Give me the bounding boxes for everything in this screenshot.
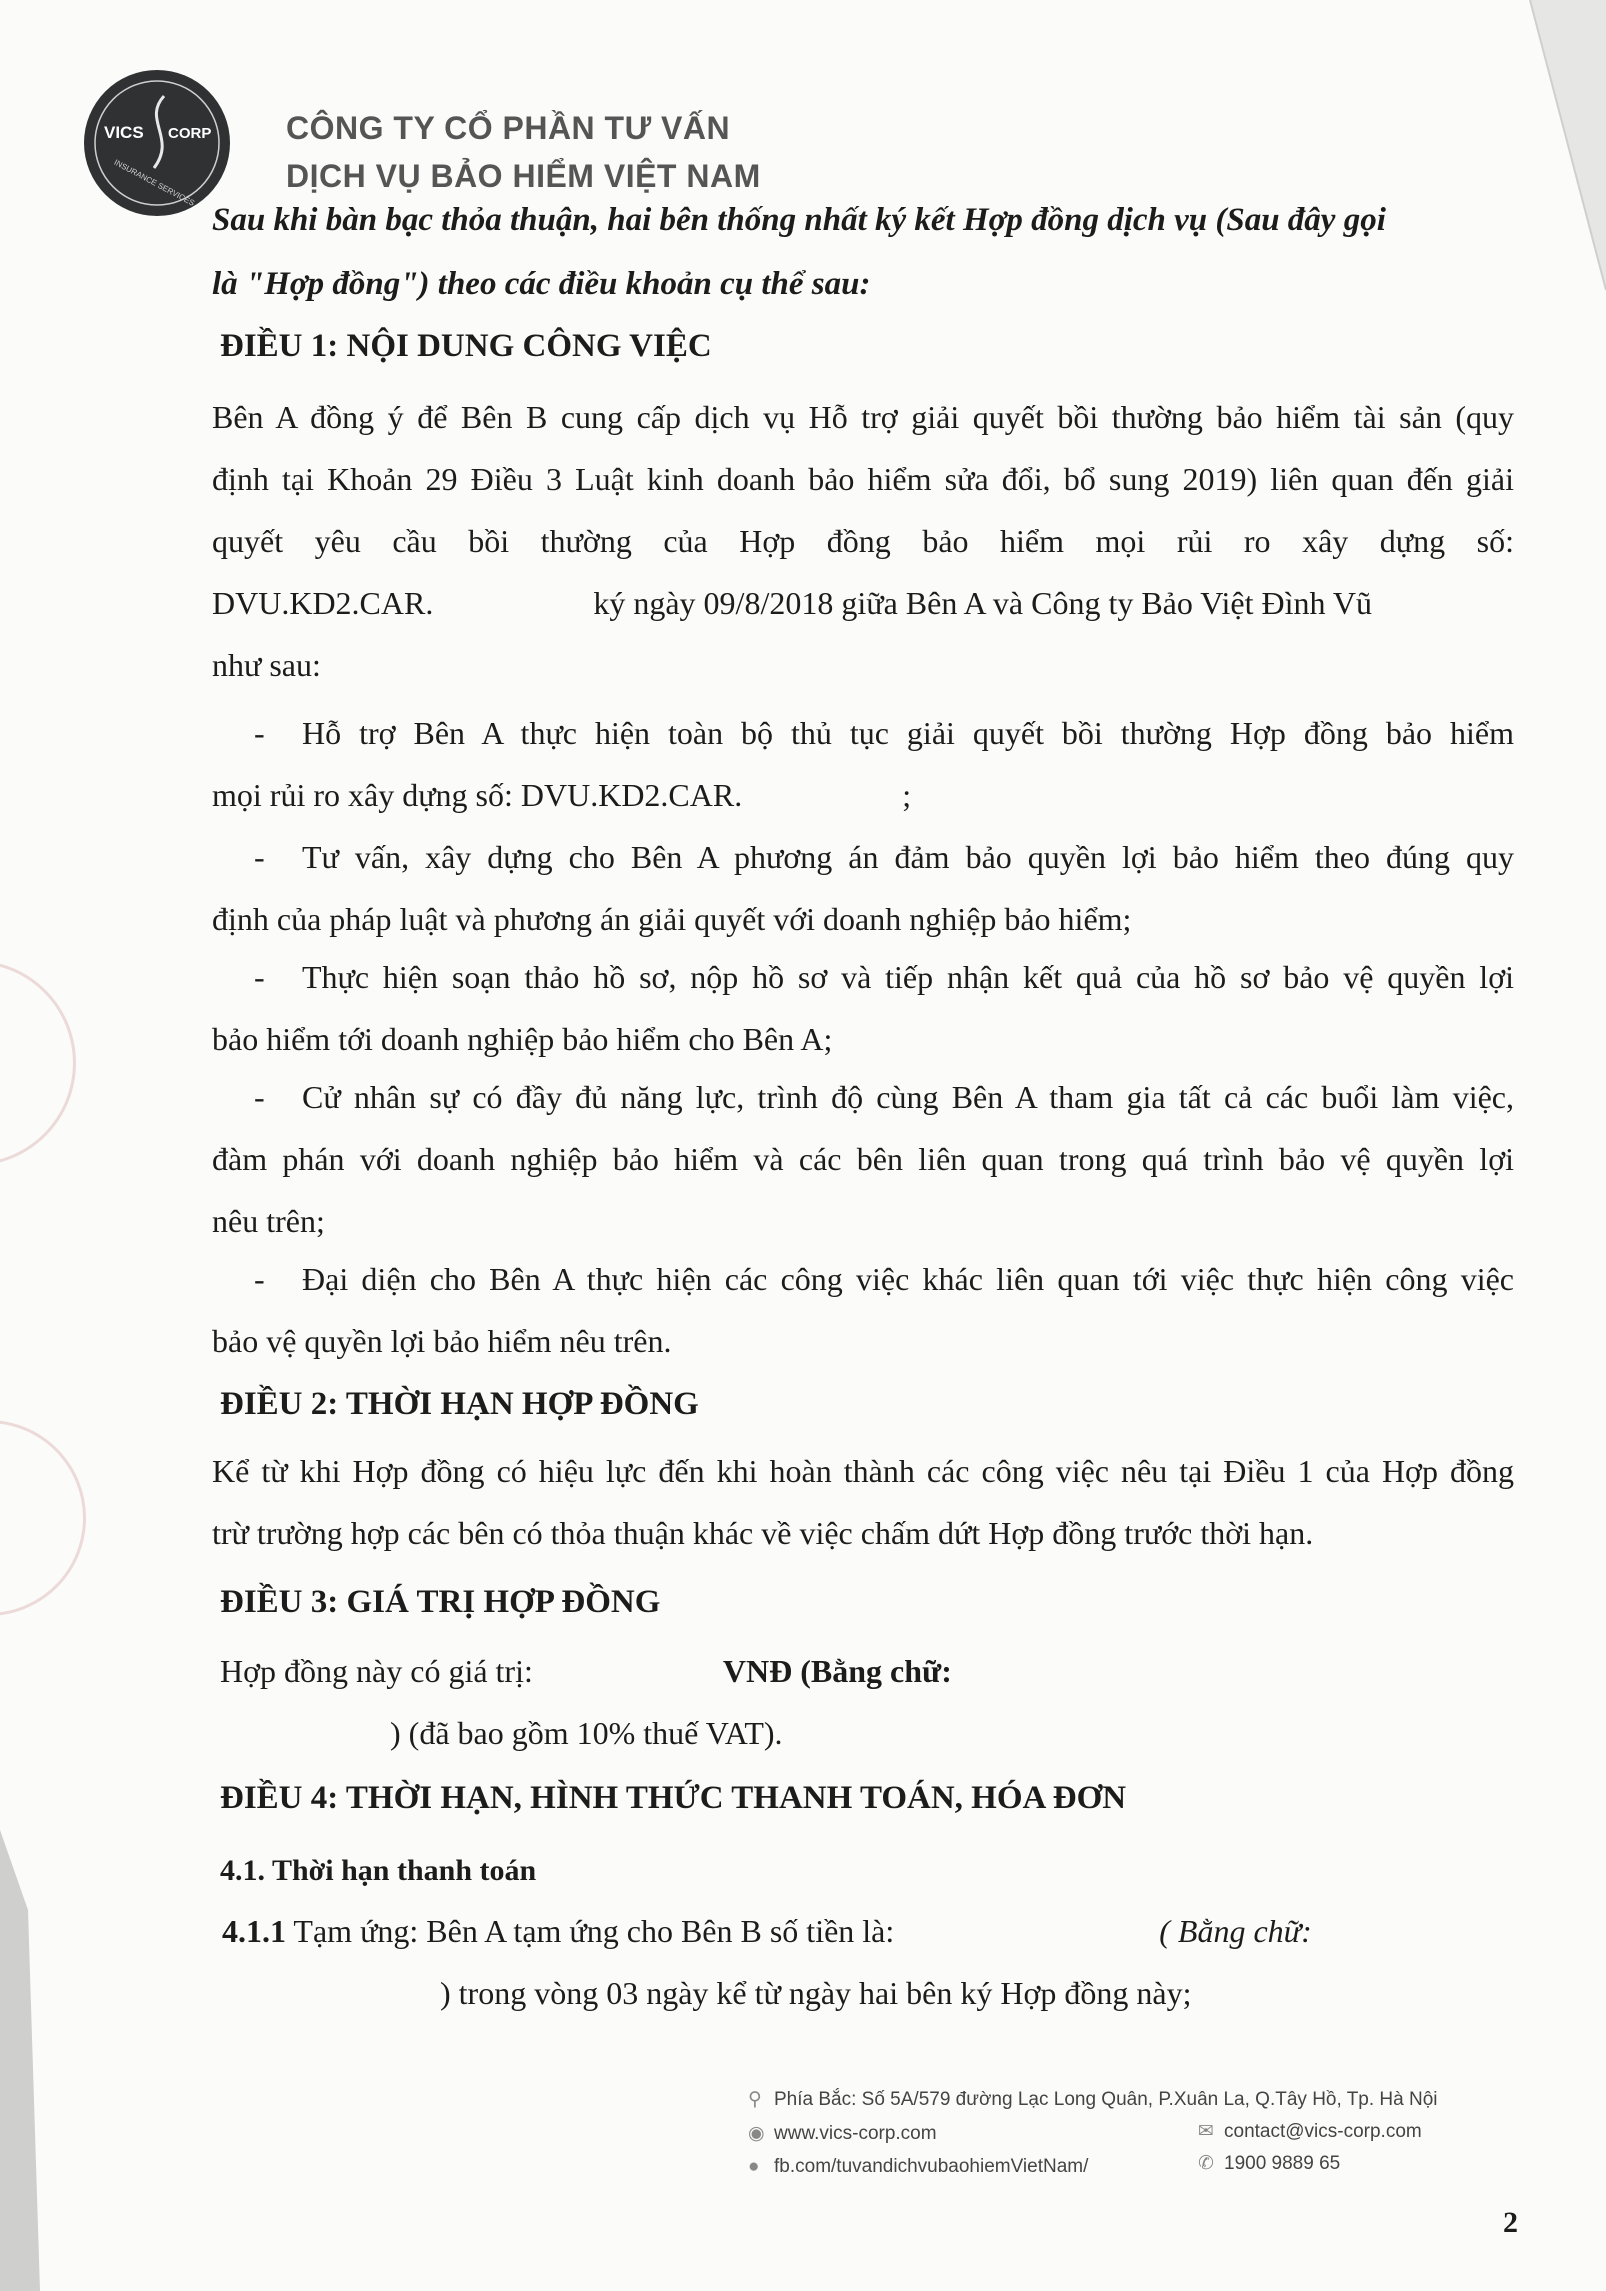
bullet-item-1 [212, 702, 1514, 826]
facebook-icon: ● [748, 2156, 760, 2177]
bullet-item-5 [212, 1248, 1514, 1372]
dieu2-heading: ĐIỀU 2: THỜI HẠN HỢP ĐỒNG [220, 1386, 699, 1422]
logo-subtext: INSURANCE SERVICES [112, 157, 196, 208]
footer-facebook-text[interactable]: fb.com/tuvandichvubaohiemVietNam/ [774, 2156, 1089, 2177]
location-pin-icon: ⚲ [748, 2089, 762, 2110]
stamp-mark-bottom [0, 1420, 86, 1616]
company-name-line2: DỊCH VỤ BẢO HIỂM VIỆT NAM [286, 158, 761, 194]
dieu3-line-1 [220, 1640, 1522, 1702]
currency-label: VNĐ (Bằng chữ: [722, 1653, 952, 1689]
contract-value-label: Hợp đồng này có giá trị: [220, 1653, 533, 1689]
bullet-2-line-2: định của pháp luật và phương án giải quyết với doanh nghiệp bảo hiểm; [212, 901, 1132, 937]
bullet-5-line-1: Đại diện cho Bên A thực hiện các công việc khác liên quan tới việc thực hiện công việc [302, 1261, 1514, 1297]
bullet-1-semicolon: ; [902, 777, 912, 813]
footer-phone[interactable] [1198, 2152, 1340, 2175]
stamp-mark-top [0, 960, 76, 1166]
footer-email[interactable] [1198, 2120, 1422, 2143]
bullet-1-line-2: mọi rủi ro xây dựng số: DVU.KD2.CAR. [212, 777, 743, 813]
bullet-dash: - [254, 715, 265, 751]
footer-address [748, 2088, 1438, 2111]
advance-payment-text: Tạm ứng: Bên A tạm ứng cho Bên B số tiền là: [293, 1913, 895, 1949]
dieu1-line-5: như sau: [212, 647, 321, 683]
intro-line-1: Sau khi bàn bạc thỏa thuận, hai bên thống nhất ký kết Hợp đồng dịch vụ (Sau đây gọi [212, 202, 1386, 238]
footer-phone-text[interactable]: 1900 9889 65 [1224, 2153, 1341, 2174]
signing-date-text: ký ngày 09/8/2018 giữa Bên A và Công ty Bảo Việt Đình Vũ [593, 585, 1372, 621]
logo-text-vics: VICS [104, 123, 144, 142]
footer-website[interactable] [748, 2122, 937, 2145]
bullet-item-4 [212, 1066, 1514, 1252]
dieu2-paragraph [212, 1440, 1514, 1564]
dieu1-paragraph [212, 386, 1514, 696]
page-number: 2 [1503, 2206, 1518, 2239]
bullet-dash: - [254, 839, 265, 875]
bullet-4-line-2: đàm phán với doanh nghiệp bảo hiểm và các bên liên quan trong quá trình bảo vệ quyền lợi [212, 1141, 1514, 1177]
bullet-dash: - [254, 959, 265, 995]
bullet-4-line-1: Cử nhân sự có đầy đủ năng lực, trình độ cùng Bên A tham gia tất cả các buổi làm việc, [302, 1079, 1514, 1115]
scan-edge-shadow [0, 1830, 60, 2291]
bullet-3-line-2: bảo hiểm tới doanh nghiệp bảo hiểm cho Bên A; [212, 1021, 833, 1057]
footer-facebook[interactable] [748, 2156, 1088, 2178]
clause-number: 4.1.1 [222, 1913, 286, 1949]
globe-icon: ◉ [748, 2123, 765, 2144]
dieu1-line-4 [212, 572, 1514, 634]
dieu3-line-2: ) (đã bao gồm 10% thuế VAT). [390, 1715, 783, 1751]
bullet-5-line-2: bảo vệ quyền lợi bảo hiểm nêu trên. [212, 1323, 672, 1359]
dieu4-line-1 [222, 1900, 1522, 1962]
vics-corp-logo [82, 68, 232, 218]
dieu3-heading: ĐIỀU 3: GIÁ TRỊ HỢP ĐỒNG [220, 1584, 661, 1620]
company-name [286, 104, 761, 200]
mail-icon: ✉ [1198, 2121, 1214, 2142]
phone-icon: ✆ [1198, 2153, 1214, 2174]
dieu2-line-2: trừ trường hợp các bên có thỏa thuận khác về việc chấm dứt Hợp đồng trước thời hạn. [212, 1515, 1314, 1551]
footer-email-text[interactable]: contact@vics-corp.com [1224, 2121, 1422, 2142]
bullet-1-line-1: Hỗ trợ Bên A thực hiện toàn bộ thủ tục giải quyết bồi thường Hợp đồng bảo hiểm [302, 715, 1514, 751]
bullet-3-line-1: Thực hiện soạn thảo hồ sơ, nộp hồ sơ và tiếp nhận kết quả của hồ sơ bảo vệ quyền lợi [302, 959, 1514, 995]
intro-line-2: là "Hợp đồng") theo các điều khoản cụ thể sau: [212, 266, 871, 302]
dieu2-line-1: Kể từ khi Hợp đồng có hiệu lực đến khi hoàn thành các công việc nêu tại Điều 1 của Hợp đồng [212, 1453, 1514, 1489]
footer-address-text: Phía Bắc: Số 5A/579 đường Lạc Long Quân, P.Xuân La, Q.Tây Hồ, Tp. Hà Nội [774, 2089, 1438, 2110]
bullet-dash: - [254, 1261, 265, 1297]
dieu3-paragraph [220, 1640, 1522, 1764]
intro-paragraph [212, 188, 1522, 316]
in-words-label: ( Bằng chữ: [1159, 1913, 1312, 1949]
dieu1-line-2: định tại Khoản 29 Điều 3 Luật kinh doanh bảo hiểm sửa đổi, bổ sung 2019) liên quan đến giải [212, 461, 1514, 497]
bullet-item-3 [212, 946, 1514, 1070]
policy-number: DVU.KD2.CAR. [212, 585, 434, 621]
footer-website-text[interactable]: www.vics-corp.com [774, 2123, 937, 2144]
company-name-line1: CÔNG TY CỔ PHẦN TƯ VẤN [286, 110, 731, 146]
bullet-item-2 [212, 826, 1514, 950]
dieu4-paragraph [222, 1900, 1522, 2024]
dieu4-subheading: 4.1. Thời hạn thanh toán [220, 1854, 537, 1887]
bullet-dash: - [254, 1079, 265, 1115]
dieu1-line-1: Bên A đồng ý để Bên B cung cấp dịch vụ Hỗ trợ giải quyết bồi thường bảo hiểm tài sản (quy [212, 399, 1514, 435]
logo-text-corp: CORP [168, 125, 212, 142]
dieu1-line-3: quyết yêu cầu bồi thường của Hợp đồng bảo hiểm mọi rủi ro xây dựng số: [212, 523, 1514, 559]
dieu1-heading: ĐIỀU 1: NỘI DUNG CÔNG VIỆC [220, 328, 712, 364]
dieu4-line-2: ) trong vòng 03 ngày kể từ ngày hai bên ký Hợp đồng này; [440, 1975, 1192, 2011]
bullet-2-line-1: Tư vấn, xây dựng cho Bên A phương án đảm bảo quyền lợi bảo hiểm theo đúng quy [302, 839, 1514, 875]
dieu4-heading: ĐIỀU 4: THỜI HẠN, HÌNH THỨC THANH TOÁN, HÓA ĐƠN [220, 1780, 1127, 1816]
bullet-4-line-3: nêu trên; [212, 1203, 325, 1239]
